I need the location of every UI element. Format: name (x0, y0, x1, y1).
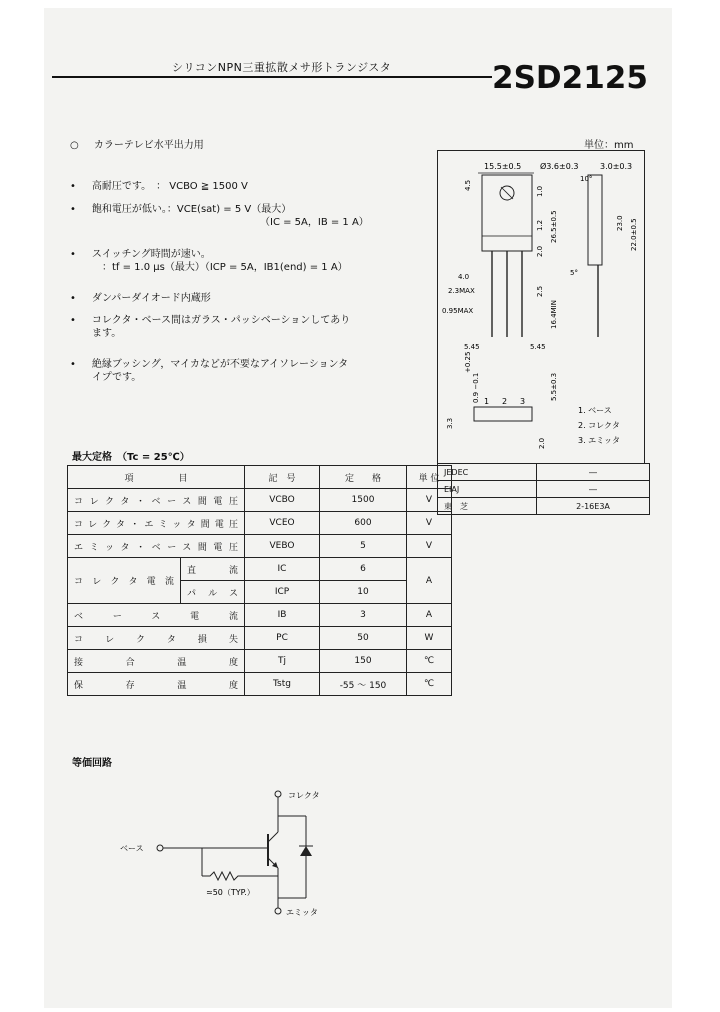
dim-2-0-b: 2.0 (538, 437, 546, 449)
emitter-label: エミッタ (286, 908, 318, 917)
dim-23-0: 23.0 (616, 215, 624, 231)
resistor-label: ≃50（TYP.） (206, 888, 255, 897)
pin-3: 3 (520, 397, 526, 406)
table-row: コレクタ・エミッタ間電圧 VCEO 600 V (68, 512, 452, 535)
feature-6: • 絶縁ブッシング，マイカなどが不要なアイソレーションタ イプです。 (70, 359, 349, 383)
ratings-table (67, 465, 452, 696)
dim-width: 15.5±0.5 (484, 162, 522, 171)
table-row: ベース電流 IB 3 A (68, 604, 452, 627)
collector-label: コレクタ (288, 791, 320, 800)
dim-5-45-b: 5.45 (530, 343, 546, 351)
dim-thickness: 3.0±0.3 (600, 162, 633, 171)
table-row: 接合温度 Tj 150 ℃ (68, 650, 452, 673)
legend-2: 2. コレクタ (578, 421, 620, 430)
dim-22-0: 22.0±0.5 (630, 218, 638, 251)
dim-angle-5: 5° (570, 269, 578, 277)
table-row: コレクタ・ベース間電圧 VCBO 1500 V (68, 489, 452, 512)
dim-4-0: 4.0 (458, 273, 470, 281)
circuit-title: 等価回路 (72, 758, 112, 769)
dim-1-0: 1.0 (536, 185, 544, 197)
legend-1: 1. ベース (578, 406, 612, 415)
base-label: ベース (120, 844, 144, 853)
feature-2: • 飽和電圧が低い。：VCE(sat) = 5 V（最大） （IC = 5A，IB = 1 A） (70, 204, 369, 228)
dim-1-2: 1.2 (536, 219, 544, 231)
dim-0-95max: 0.95MAX (442, 307, 474, 315)
title-rule (52, 76, 492, 78)
ratings-header: 項 目 記 号 定 格 単 位 (68, 466, 452, 489)
package-standard-table (437, 463, 650, 515)
damper-diode-icon (300, 846, 312, 856)
dim-angle-10: 10° (580, 175, 593, 183)
package-drawing (438, 151, 644, 463)
dim-2-5: 2.5 (536, 285, 544, 297)
feature-4: • ダンパーダイオード内蔵形 (70, 293, 211, 304)
ratings-title: 最大定格 （Tc = 25℃） (72, 452, 190, 463)
dim-2-0: 2.0 (536, 245, 544, 257)
pin-1: 1 (484, 397, 490, 406)
dim-16-4min: 16.4MIN (550, 300, 558, 329)
table-row: エミッタ・ベース間電圧 VEBO 5 V (68, 535, 452, 558)
table-row: コレクタ電流 直流 IC 6 A (68, 558, 452, 581)
dim-hole: Ø3.6±0.3 (540, 162, 579, 171)
feature-1: • 高耐圧です。 ： VCBO ≧ 1500 V (70, 181, 248, 192)
table-row: 保存温度 Tstg -55 ～ 150 ℃ (68, 673, 452, 696)
legend-3: 3. エミッタ (578, 436, 621, 445)
dim-5-45-a: 5.45 (464, 343, 480, 351)
dim-4-5: 4.5 (464, 179, 472, 191)
subtitle: シリコンNPN三重拡散メサ形トランジスタ (172, 61, 392, 74)
pkg-row-eiaj: EIAJ ― (438, 481, 650, 498)
part-number: 2SD2125 (492, 60, 648, 96)
application-text: カラーテレビ水平出力用 (93, 140, 204, 151)
dim-5-5: 5.5±0.3 (550, 372, 558, 401)
unit-label: 単位：mm (584, 140, 634, 151)
table-row: コレクタ損失 PC 50 W (68, 627, 452, 650)
application-marker: ○ (70, 140, 79, 151)
dim-2-3max: 2.3MAX (448, 287, 475, 295)
equivalent-circuit (110, 780, 370, 930)
table-row: パルス ICP 10 (68, 581, 452, 604)
dim-tol: +0.25 (464, 351, 472, 373)
dim-0-9: 0.9 −0.1 (472, 372, 480, 403)
pkg-row-toshiba: 東 芝 2-16E3A (438, 498, 650, 515)
dim-26-5: 26.5±0.5 (550, 210, 558, 243)
feature-5: • コレクタ・ベース間はガラス・パッシベーションしてあり ます。 (70, 315, 351, 339)
package-outline-box (437, 150, 645, 464)
dim-3-3: 3.3 (446, 417, 454, 429)
feature-3: • スイッチング時間が速い。 ：tf = 1.0 µs（最大）（ICP = 5A，IB1(end) = 1 A） (70, 249, 348, 273)
pkg-row-jedec: JEDEC ― (438, 464, 650, 481)
pin-2: 2 (502, 397, 508, 406)
application-line (70, 136, 204, 151)
